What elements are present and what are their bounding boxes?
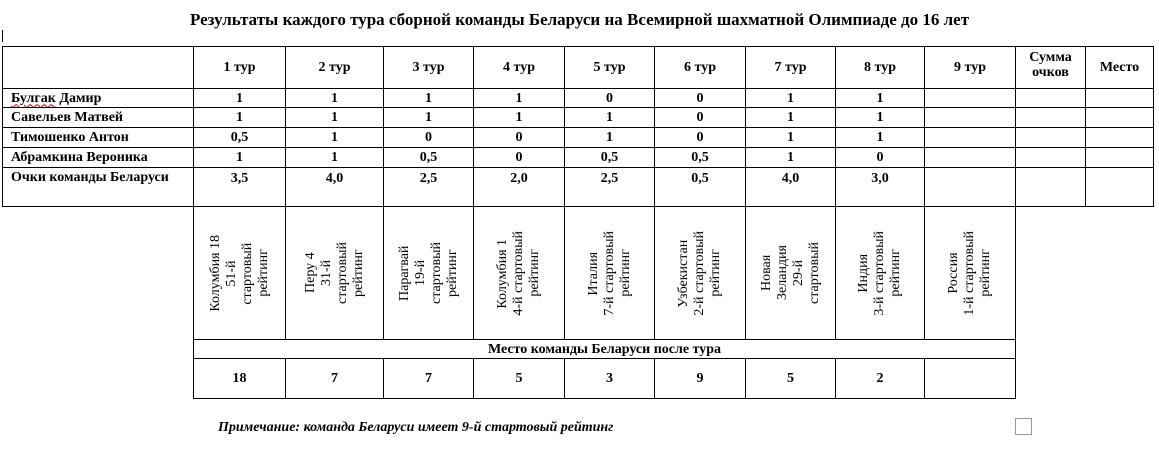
score-cell: 1 bbox=[835, 127, 925, 148]
score-cell: 1 bbox=[193, 107, 286, 128]
player-name-first-part: Булгак bbox=[11, 90, 56, 106]
team-score-cell: 0,5 bbox=[654, 167, 746, 207]
header-round-4: 4 тур bbox=[473, 46, 565, 89]
opponent-cell bbox=[383, 206, 474, 340]
score-cell: 1 bbox=[835, 107, 925, 128]
footnote-label: Примечание bbox=[218, 420, 296, 435]
score-cell: 0 bbox=[654, 107, 746, 128]
opponent-label: Новая Зеландия 29-й стартовый bbox=[758, 242, 822, 304]
score-cell: 1 bbox=[745, 127, 836, 148]
team-score-cell: 3,0 bbox=[835, 167, 925, 207]
opponent-label: Россия 1-й стартовый рейтинг bbox=[946, 230, 993, 316]
opponent-cell bbox=[564, 206, 655, 340]
opponent-cell bbox=[473, 206, 565, 340]
score-cell: 1 bbox=[285, 147, 384, 168]
footnote bbox=[218, 420, 613, 436]
team-score-cell: 2,0 bbox=[473, 167, 565, 207]
score-cell: 1 bbox=[285, 127, 384, 148]
score-cell: 0 bbox=[564, 88, 655, 108]
player-name: Тимошенко Антон bbox=[2, 127, 194, 148]
place-cell: 9 bbox=[654, 358, 746, 399]
score-cell: 0 bbox=[835, 147, 925, 168]
team-score-cell: 4,0 bbox=[745, 167, 836, 207]
score-cell: 0 bbox=[473, 147, 565, 168]
score-cell bbox=[924, 147, 1016, 168]
place-cell: 18 bbox=[193, 358, 286, 399]
score-cell bbox=[1015, 127, 1086, 148]
opponent-label: Индия 3-й стартовый рейтинг bbox=[856, 230, 903, 316]
opponent-cell bbox=[924, 206, 1016, 340]
score-cell: 1 bbox=[193, 88, 286, 108]
score-cell: 0 bbox=[473, 127, 565, 148]
team-score-cell bbox=[924, 167, 1016, 207]
place-cell: 5 bbox=[473, 358, 565, 399]
place-cell: 3 bbox=[564, 358, 655, 399]
team-score-cell: 2,5 bbox=[564, 167, 655, 207]
player-name bbox=[2, 88, 194, 108]
score-cell: 1 bbox=[745, 147, 836, 168]
score-cell bbox=[1085, 147, 1154, 168]
page-margin-mark bbox=[2, 30, 3, 42]
opponent-label: Колумбия 1 4-й стартовый рейтинг bbox=[495, 230, 542, 316]
score-cell bbox=[924, 127, 1016, 148]
place-cell: 7 bbox=[285, 358, 384, 399]
score-cell: 1 bbox=[835, 88, 925, 108]
opponent-label: Италия 7-й стартовый рейтинг bbox=[585, 230, 633, 316]
place-cell: 7 bbox=[383, 358, 474, 399]
opponent-label: Колумбия 18 51-й стартовый рейтинг bbox=[207, 234, 271, 312]
opponent-cell bbox=[193, 206, 286, 340]
header-round-1: 1 тур bbox=[193, 46, 286, 89]
score-cell bbox=[1085, 107, 1154, 128]
team-score-cell bbox=[1015, 167, 1086, 207]
place-header: Место команды Беларуси после тура bbox=[193, 339, 1016, 359]
opponent-cell bbox=[285, 206, 384, 340]
header-round-5: 5 тур bbox=[564, 46, 655, 89]
score-cell bbox=[1015, 147, 1086, 168]
team-score-cell: 3,5 bbox=[193, 167, 286, 207]
header-round-2: 2 тур bbox=[285, 46, 384, 89]
score-cell: 0,5 bbox=[383, 147, 474, 168]
header-round-3: 3 тур bbox=[383, 46, 474, 89]
player-name: Савельев Матвей bbox=[2, 107, 194, 128]
score-cell: 1 bbox=[473, 88, 565, 108]
player-name: Абрамкина Вероника bbox=[2, 147, 194, 168]
score-cell: 0 bbox=[654, 88, 746, 108]
place-cell: 5 bbox=[745, 358, 836, 399]
score-cell: 1 bbox=[564, 107, 655, 128]
score-cell bbox=[1015, 107, 1086, 128]
score-cell: 1 bbox=[383, 107, 474, 128]
team-score-cell: 4,0 bbox=[285, 167, 384, 207]
footnote-text: : команда Беларуси имеет 9-й стартовый рейтинг bbox=[295, 420, 614, 435]
score-cell: 1 bbox=[383, 88, 474, 108]
score-cell: 0,5 bbox=[193, 127, 286, 148]
team-score-cell: 2,5 bbox=[383, 167, 474, 207]
place-cell bbox=[924, 358, 1016, 399]
team-score-label: Очки команды Беларуси bbox=[2, 167, 194, 207]
player-name-second-part: Дамир bbox=[55, 90, 102, 106]
score-cell: 0,5 bbox=[654, 147, 746, 168]
opponent-cell bbox=[745, 206, 836, 340]
header-sum: Сумма очков bbox=[1015, 46, 1086, 89]
score-cell: 1 bbox=[745, 88, 836, 108]
score-cell bbox=[924, 88, 1016, 108]
score-cell: 0 bbox=[654, 127, 746, 148]
score-cell: 1 bbox=[285, 88, 384, 108]
opponent-label: Парагвай 19-й стартовый рейтинг bbox=[396, 242, 460, 304]
score-cell bbox=[924, 107, 1016, 128]
score-cell: 0,5 bbox=[564, 147, 655, 168]
opponent-cell bbox=[835, 206, 925, 340]
score-cell bbox=[1085, 88, 1154, 108]
score-cell: 1 bbox=[745, 107, 836, 128]
header-round-9: 9 тур bbox=[924, 46, 1016, 89]
team-score-cell bbox=[1085, 167, 1154, 207]
header-place: Место bbox=[1085, 46, 1154, 89]
score-cell bbox=[1015, 88, 1086, 108]
opponent-cell bbox=[654, 206, 746, 340]
place-cell: 2 bbox=[835, 358, 925, 399]
score-cell: 1 bbox=[473, 107, 565, 128]
score-cell: 1 bbox=[564, 127, 655, 148]
header-round-6: 6 тур bbox=[654, 46, 746, 89]
score-cell: 1 bbox=[285, 107, 384, 128]
header-round-7: 7 тур bbox=[745, 46, 836, 89]
score-cell: 1 bbox=[193, 147, 286, 168]
score-cell bbox=[1085, 127, 1154, 148]
score-cell: 0 bbox=[383, 127, 474, 148]
header-round-8: 8 тур bbox=[835, 46, 925, 89]
page-title: Результаты каждого тура сборной команды Беларуси на Всемирной шахматной Олимпиаде до 16 лет bbox=[189, 10, 970, 29]
opponent-label: Перу 4 31-й стартовый рейтинг bbox=[302, 242, 366, 304]
header-empty-cell bbox=[2, 46, 194, 89]
opponent-label: Узбекистан 2-й стартовый рейтинг bbox=[676, 230, 723, 316]
checkbox[interactable] bbox=[1015, 418, 1032, 435]
